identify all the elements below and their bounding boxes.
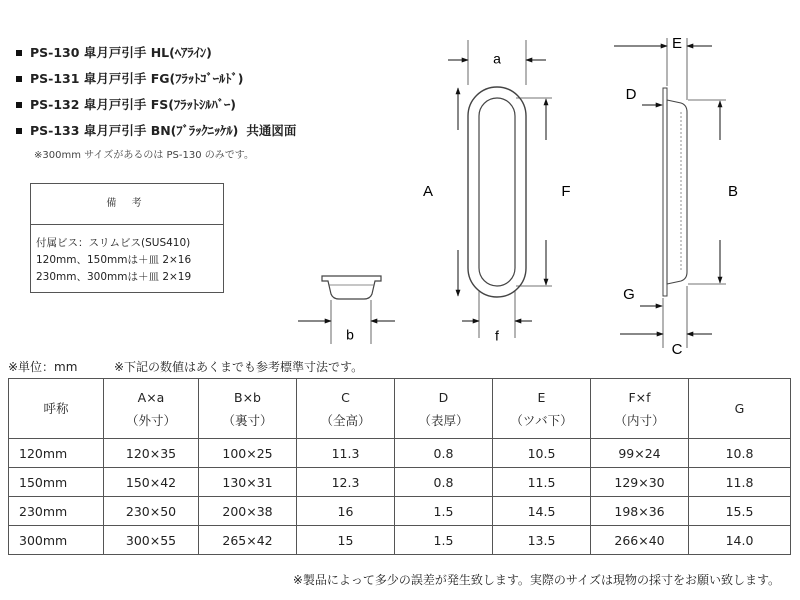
column-header: D （表厚） (395, 379, 493, 439)
table-cell: 129×30 (591, 468, 689, 497)
table-cell: 300mm (9, 526, 104, 555)
table-cell: 11.3 (297, 439, 395, 468)
table-cell: 130×31 (199, 468, 297, 497)
table-cell: 1.5 (395, 526, 493, 555)
product-name: 皐月戸引手 (83, 123, 147, 138)
product-variant: HL(ﾍｱﾗｲﾝ) (150, 45, 212, 60)
table-cell: 100×25 (199, 439, 297, 468)
table-cell: 16 (297, 497, 395, 526)
product-variant: FG(ﾌﾗｯﾄｺﾞｰﾙﾄﾞ) (150, 71, 244, 86)
product-code: PS-131 (30, 71, 80, 86)
table-cell: 11.8 (689, 468, 791, 497)
remarks-line: 120mm、150mmは＋皿 2×16 (36, 254, 192, 266)
column-header: F×f （内寸） (591, 379, 689, 439)
table-header-row (9, 379, 791, 439)
column-header: B×b （裏寸） (199, 379, 297, 439)
table-cell: 265×42 (199, 526, 297, 555)
table-cell: 150mm (9, 468, 104, 497)
spec-table (8, 378, 791, 555)
table-note: ※下記の数値はあくまでも参考標準寸法です。 (114, 360, 364, 374)
table-row (9, 468, 791, 497)
handle-side-flange (663, 88, 667, 296)
product-variant: FS(ﾌﾗｯﾄｼﾙﾊﾞｰ) (150, 97, 236, 112)
handle-side-body (667, 100, 687, 284)
dim-label-A: A (422, 182, 434, 200)
table-cell: 10.8 (689, 439, 791, 468)
availability-note: ※300mm サイズがあるのは PS-130 のみです。 (34, 150, 254, 161)
table-cell: 1.5 (395, 497, 493, 526)
remarks-line: 付属ビス：スリムビス(SUS410) (36, 237, 191, 249)
table-cell: 200×38 (199, 497, 297, 526)
table-row (9, 526, 791, 555)
table-cell: 12.3 (297, 468, 395, 497)
column-header: G (689, 379, 791, 439)
dim-label-C: C (671, 340, 683, 358)
column-header: A×a （外寸） (104, 379, 199, 439)
table-cell: 120×35 (104, 439, 199, 468)
handle-cup-outline (322, 276, 381, 299)
product-name: 皐月戸引手 (83, 97, 147, 112)
shared-drawing-label: 共通図面 (246, 123, 297, 138)
table-row (9, 439, 791, 468)
table-row (9, 497, 791, 526)
product-code: PS-130 (30, 45, 80, 60)
product-name: 皐月戸引手 (83, 71, 147, 86)
table-cell: 99×24 (591, 439, 689, 468)
dim-label-B: B (727, 182, 739, 200)
table-cell: 198×36 (591, 497, 689, 526)
table-cell: 120mm (9, 439, 104, 468)
footer-note: ※製品によって多少の誤差が発生致します。実際のサイズは現物の採寸をお願い致します。 (292, 573, 780, 587)
product-name: 皐月戸引手 (83, 45, 147, 60)
column-header: C （全高） (297, 379, 395, 439)
table-cell: 10.5 (493, 439, 591, 468)
table-cell: 266×40 (591, 526, 689, 555)
handle-front-inner (479, 98, 515, 286)
table-cell: 150×42 (104, 468, 199, 497)
dim-label-G: G (623, 285, 635, 303)
column-header: 呼称 (9, 379, 104, 439)
table-cell: 14.5 (493, 497, 591, 526)
table-cell: 15 (297, 526, 395, 555)
dim-label-f: f (495, 327, 499, 344)
remarks-line: 230mm、300mmは＋皿 2×19 (36, 271, 192, 283)
dim-label-b: b (346, 326, 354, 343)
table-cell: 11.5 (493, 468, 591, 497)
table-cell: 230×50 (104, 497, 199, 526)
dim-label-F: F (561, 182, 571, 200)
product-code: PS-132 (30, 97, 80, 112)
table-cell: 0.8 (395, 468, 493, 497)
units-note: ※単位：mm (8, 360, 78, 374)
remarks-title: 備 考 (31, 184, 223, 225)
dim-label-a: a (493, 50, 501, 67)
product-code: PS-133 (30, 123, 80, 138)
table-cell: 230mm (9, 497, 104, 526)
column-header: E （ツバ下） (493, 379, 591, 439)
dim-label-E: E (671, 34, 683, 52)
table-cell: 14.0 (689, 526, 791, 555)
table-cell: 13.5 (493, 526, 591, 555)
table-cell: 300×55 (104, 526, 199, 555)
dim-label-D: D (625, 85, 637, 103)
table-cell: 15.5 (689, 497, 791, 526)
product-variant: BN(ﾌﾞﾗｯｸﾆｯｹﾙ) (150, 123, 239, 138)
table-cell: 0.8 (395, 439, 493, 468)
